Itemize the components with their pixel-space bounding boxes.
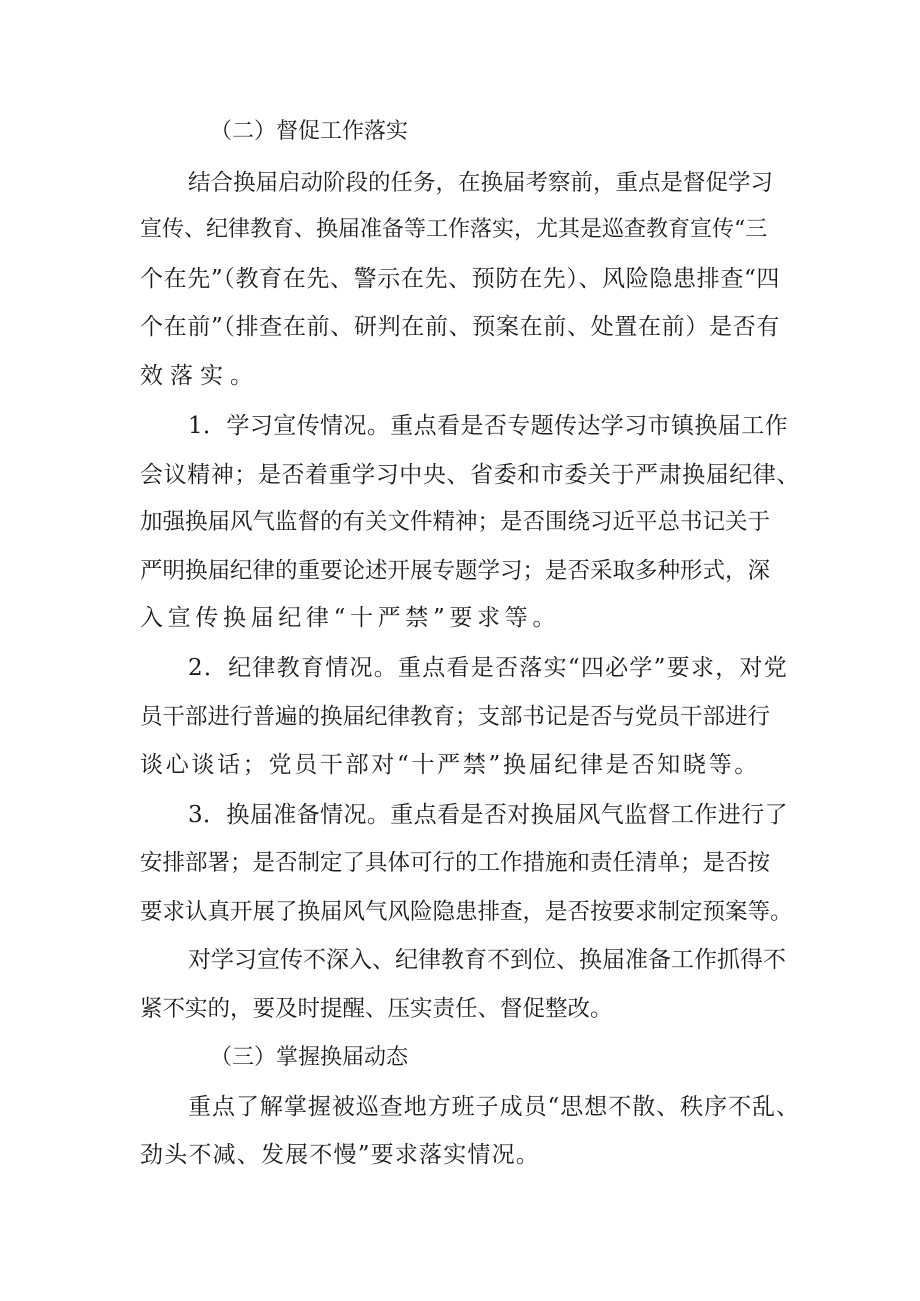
paragraph-line: 入宣传换届纪律“十严禁”要求等。 <box>140 605 560 631</box>
section-heading: （三）掌握换届动态 <box>210 1045 409 1070</box>
paragraph-line: 安排部署；是否制定了具体可行的工作措施和责任清单；是否按 <box>140 850 771 876</box>
paragraph-line: 严明换届纪律的重要论述开展专题学习；是否采取多种形式，深 <box>140 558 771 584</box>
paragraph-line: 2．纪律教育情况。重点看是否落实“四必学”要求，对党 <box>188 655 788 681</box>
paragraph-line: 员干部进行普遍的换届纪律教育；支部书记是否与党员干部进行 <box>140 704 771 730</box>
paragraph-line: 1．学习宣传情况。重点看是否专题传达学习市镇换届工作 <box>188 413 788 439</box>
paragraph-line: 对学习宣传不深入、纪律教育不到位、换届准备工作抓得不 <box>188 947 786 973</box>
section-heading: （二）督促工作落实 <box>210 119 409 144</box>
paragraph-line: 个在前”（排查在前、研判在前、预案在前、处置在前）是否有 <box>140 314 780 340</box>
paragraph-line: 劲头不减、发展不慢”要求落实情况。 <box>140 1142 540 1168</box>
paragraph-line: 重点了解掌握被巡查地方班子成员“思想不散、秩序不乱、 <box>188 1094 800 1120</box>
paragraph-line: 效落实。 <box>140 363 260 389</box>
paragraph-line: 要求认真开展了换届风气风险隐患排查，是否按要求制定预案等。 <box>140 899 793 925</box>
paragraph-line: 谈心谈话；党员干部对“十严禁”换届纪律是否知晓等。 <box>140 752 760 778</box>
paragraph-line: 紧不实的，要及时提醒、压实责任、督促整改。 <box>140 996 613 1022</box>
paragraph-line: 个在先”（教育在先、警示在先、预防在先）、风险隐患排查“四 <box>140 266 780 292</box>
paragraph-line: 3．换届准备情况。重点看是否对换届风气监督工作进行了 <box>188 802 788 828</box>
paragraph-line: 宣传、纪律教育、换届准备等工作落实，尤其是巡查教育宣传“三 <box>140 217 768 242</box>
paragraph-line: 会议精神；是否着重学习中央、省委和市委关于严肃换届纪律、 <box>140 462 800 488</box>
paragraph-line: 加强换届风气监督的有关文件精神；是否围绕习近平总书记关于 <box>140 509 771 535</box>
paragraph-line: 结合换届启动阶段的任务，在换届考察前，重点是督促学习 <box>188 170 774 196</box>
